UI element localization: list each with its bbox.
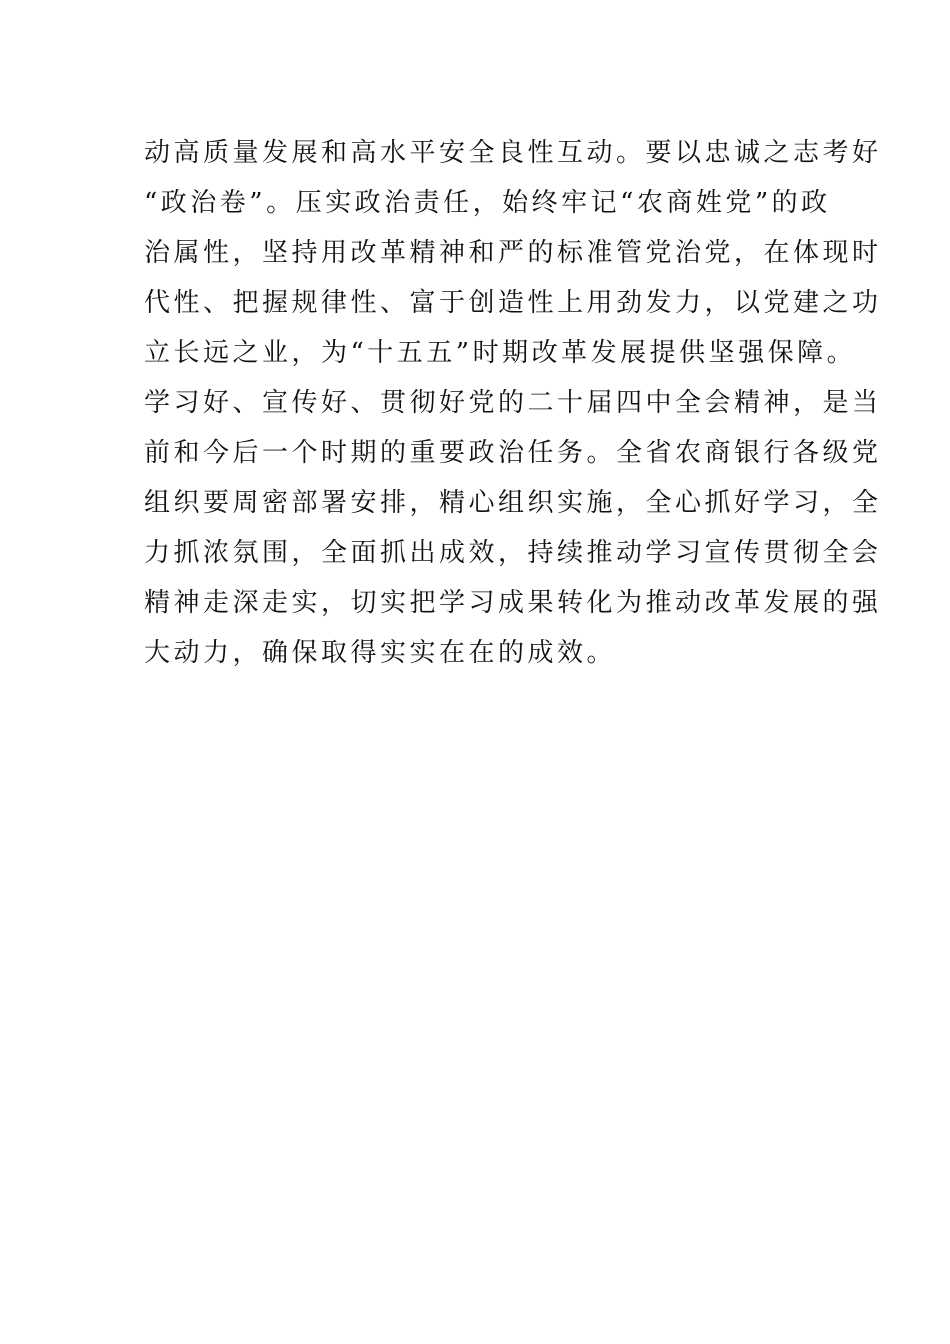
text-line: 前和今后一个时期的重要政治任务。全省农商银行各级党 (144, 438, 882, 468)
text-line: 动高质量发展和高水平安全良性互动。要以忠诚之志考好 (144, 138, 882, 168)
text-line: 力抓浓氛围，全面抓出成效，持续推动学习宣传贯彻全会 (144, 538, 882, 568)
text-line: 学习好、宣传好、贯彻好党的二十届四中全会精神，是当 (144, 388, 882, 418)
text-line: 精神走深走实，切实把学习成果转化为推动改革发展的强 (144, 588, 882, 618)
text-line: 代性、把握规律性、富于创造性上用劲发力，以党建之功 (144, 288, 882, 318)
text-line: 组织要周密部署安排，精心组织实施，全心抓好学习，全 (144, 488, 882, 518)
body-text (144, 128, 882, 678)
text-line: 立长远之业，为“十五五”时期改革发展提供坚强保障。 (144, 338, 857, 368)
text-line: 治属性，坚持用改革精神和严的标准管党治党，在体现时 (144, 238, 882, 268)
text-line: “政治卷”。压实政治责任，始终牢记“农商姓党”的政 (144, 188, 831, 218)
text-line: 大动力，确保取得实实在在的成效。 (144, 638, 617, 668)
